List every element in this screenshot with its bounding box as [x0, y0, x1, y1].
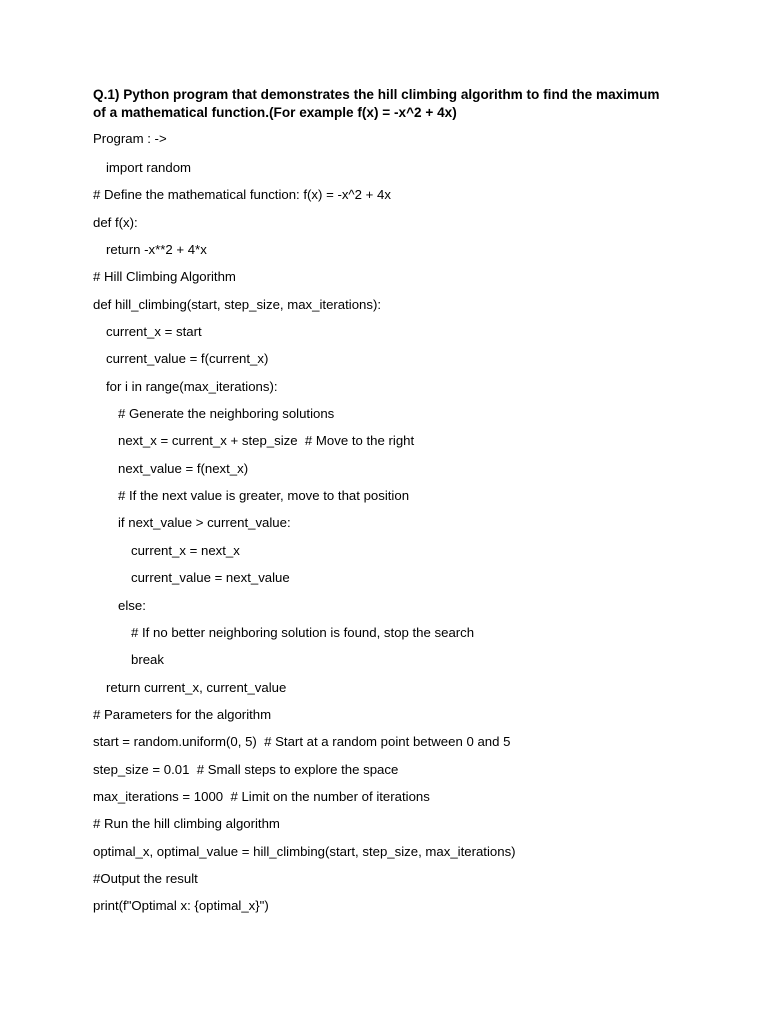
code-line: current_x = start — [106, 324, 202, 340]
code-line: current_value = next_value — [131, 570, 290, 586]
code-line: return current_x, current_value — [106, 679, 287, 695]
code-line: #Output the result — [93, 870, 198, 886]
code-line: step_size = 0.01 # Small steps to explore the space — [93, 761, 399, 777]
code-line: current_value = f(current_x) — [106, 351, 269, 367]
code-line: # Define the mathematical function: f(x) = -x^2 + 4x — [93, 187, 391, 203]
code-line: # Generate the neighboring solutions — [118, 406, 335, 422]
code-line: # Parameters for the algorithm — [93, 706, 272, 722]
code-line: def hill_climbing(start, step_size, max_iterations): — [93, 296, 382, 312]
code-line: break — [131, 652, 164, 668]
code-line: # If the next value is greater, move to that position — [118, 488, 410, 504]
code-line: next_value = f(next_x) — [118, 460, 249, 476]
program-label: Program : -> — [93, 131, 167, 146]
code-line: for i in range(max_iterations): — [106, 378, 278, 394]
question-heading: Q.1) Python program that demonstrates the hill climbing algorithm to find the maximum of a mathematical function.(For example f(x) = -x^2 + 4x) — [93, 87, 660, 120]
code-line: import random — [106, 160, 192, 175]
code-line: # Run the hill climbing algorithm — [93, 816, 280, 832]
code-line: optimal_x, optimal_value = hill_climbing(start, step_size, max_iterations) — [93, 843, 516, 859]
code-line: # Hill Climbing Algorithm — [93, 269, 236, 285]
code-line: max_iterations = 1000 # Limit on the number of iterations — [93, 788, 430, 804]
code-line: if next_value > current_value: — [118, 515, 291, 531]
code-line: else: — [118, 597, 146, 613]
code-line: # If no better neighboring solution is found, stop the search — [131, 624, 475, 640]
code-line: print(f"Optimal x: {optimal_x}") — [93, 898, 269, 914]
code-line: next_x = current_x + step_size # Move to the right — [118, 433, 415, 449]
code-line: current_x = next_x — [131, 542, 240, 558]
code-line: return -x**2 + 4*x — [106, 242, 207, 258]
code-block — [93, 158, 713, 924]
code-line: def f(x): — [93, 214, 138, 230]
code-line: start = random.uniform(0, 5) # Start at a random point between 0 and 5 — [93, 734, 511, 750]
